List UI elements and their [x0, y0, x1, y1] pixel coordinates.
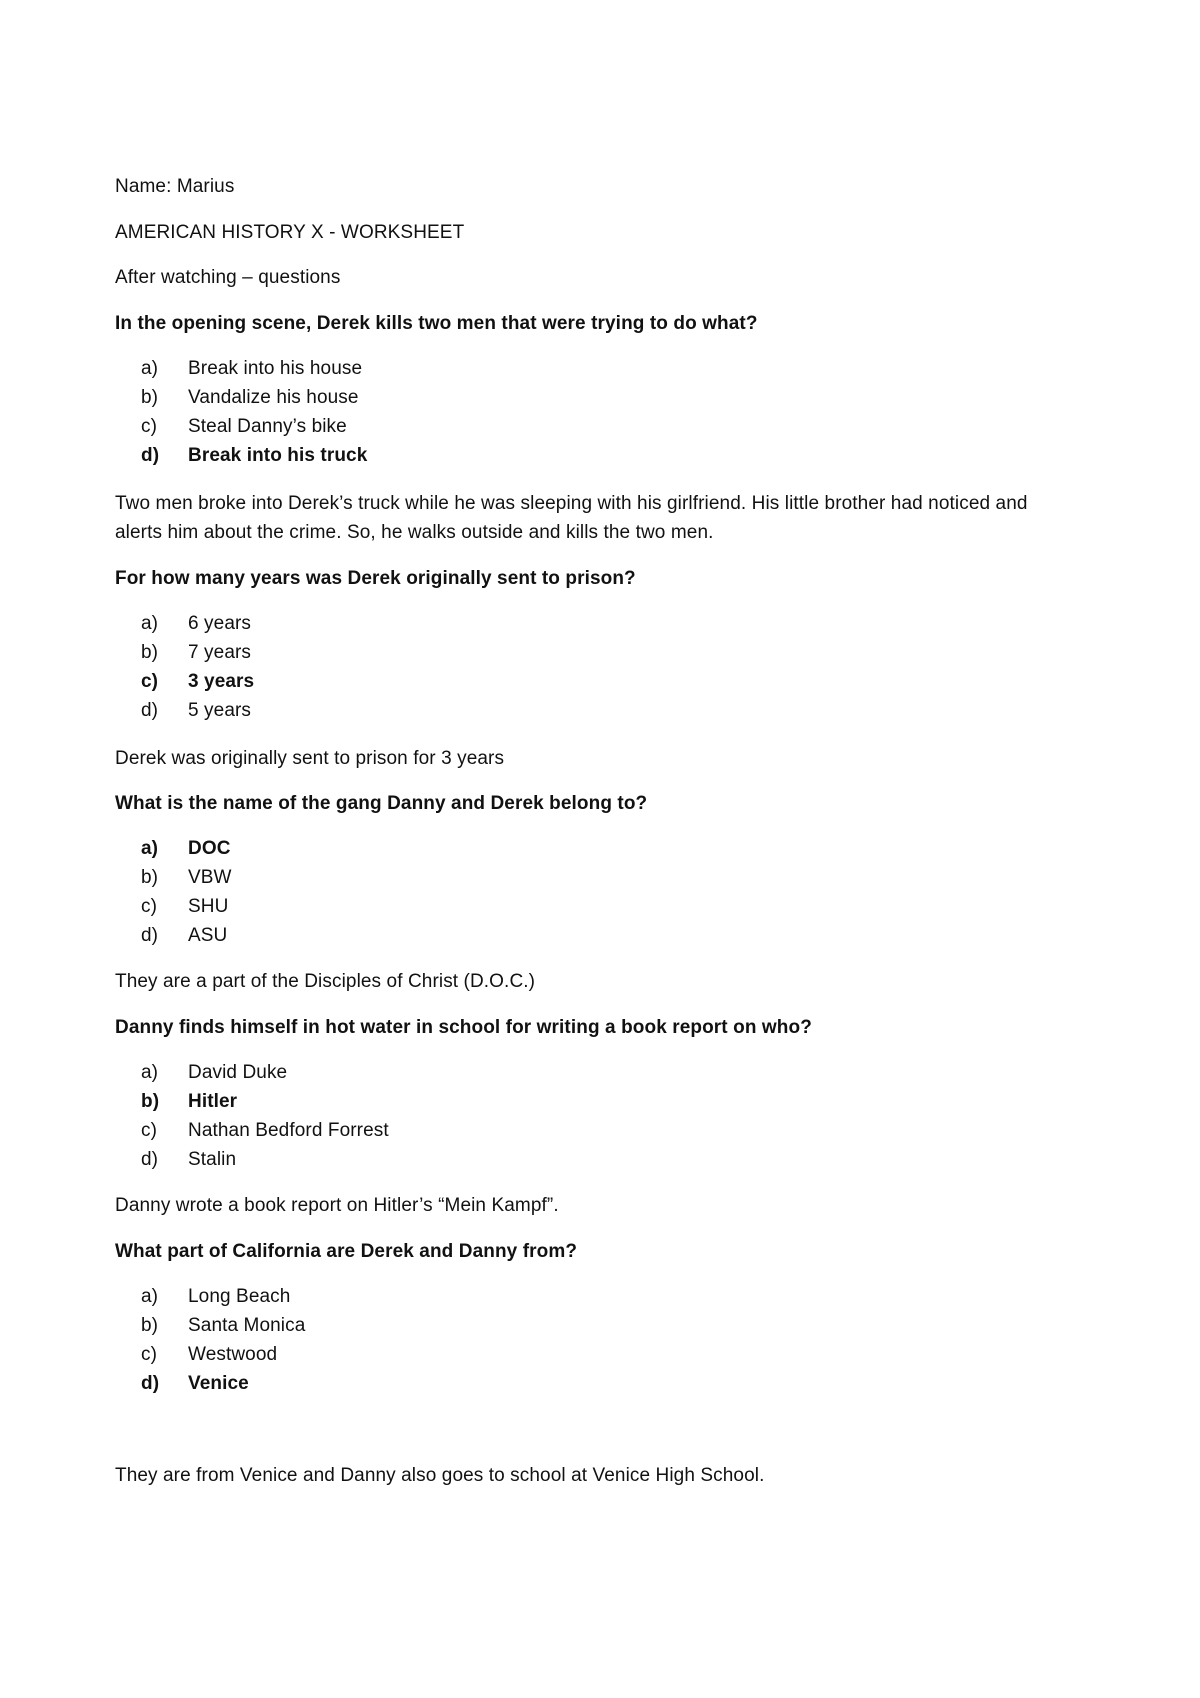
option-text: SHU — [188, 896, 229, 917]
option-letter: b) — [141, 1315, 159, 1336]
option-letter: c) — [141, 416, 158, 437]
option-letter: c) — [141, 1344, 158, 1365]
worksheet-title: AMERICAN HISTORY X - WORKSHEET — [115, 222, 465, 243]
q2-option-c — [141, 671, 254, 693]
q2-option-b — [141, 642, 251, 664]
option-letter: a) — [141, 1286, 159, 1307]
option-letter: b) — [141, 1091, 160, 1112]
option-text: Hitler — [188, 1091, 238, 1112]
q4-option-c — [141, 1120, 389, 1142]
option-letter: d) — [141, 445, 160, 466]
q3-option-c — [141, 896, 228, 918]
option-text: Long Beach — [188, 1286, 291, 1307]
option-text: VBW — [188, 867, 232, 888]
option-letter: c) — [141, 896, 158, 917]
option-letter: a) — [141, 613, 159, 634]
q5-option-a — [141, 1286, 290, 1308]
option-letter: a) — [141, 1062, 159, 1083]
q4-option-d — [141, 1149, 236, 1171]
q3-option-a — [141, 838, 231, 860]
option-letter: d) — [141, 1373, 160, 1394]
option-letter: a) — [141, 358, 159, 379]
option-text: Santa Monica — [188, 1315, 306, 1336]
q1-option-c — [141, 416, 347, 438]
option-text: Steal Danny’s bike — [188, 416, 347, 437]
option-letter: b) — [141, 387, 159, 408]
q3-option-d — [141, 925, 227, 947]
q4-option-a — [141, 1062, 287, 1084]
option-letter: c) — [141, 1120, 158, 1141]
option-letter: d) — [141, 925, 159, 946]
question-4: Danny finds himself in hot water in school for writing a book report on who? — [115, 1017, 812, 1038]
answer-3: They are a part of the Disciples of Christ (D.O.C.) — [115, 971, 536, 992]
q4-option-b — [141, 1091, 237, 1113]
option-text: Vandalize his house — [188, 387, 359, 408]
option-letter: d) — [141, 700, 159, 721]
q2-option-a — [141, 613, 251, 635]
question-5: What part of California are Derek and Danny from? — [115, 1241, 578, 1262]
option-text: Break into his house — [188, 358, 363, 379]
q1-option-b — [141, 387, 359, 409]
answer-4: Danny wrote a book report on Hitler’s “Mein Kampf”. — [115, 1195, 559, 1216]
option-text: Westwood — [188, 1344, 278, 1365]
q1-option-a — [141, 358, 362, 380]
q5-option-c — [141, 1344, 277, 1366]
worksheet-subtitle: After watching – questions — [115, 267, 341, 288]
option-letter: b) — [141, 642, 159, 663]
option-text: Break into his truck — [188, 445, 368, 466]
answer-1: Two men broke into Derek’s truck while he was sleeping with his girlfriend. His little brother had noticed and alerts him about the crime. So, he walks outside and kills the two men. — [115, 493, 1028, 543]
question-2: For how many years was Derek originally sent to prison? — [115, 568, 636, 589]
q3-option-b — [141, 867, 232, 889]
option-letter: b) — [141, 867, 159, 888]
option-text: DOC — [188, 838, 231, 859]
q5-option-b — [141, 1315, 305, 1337]
option-text: David Duke — [188, 1062, 288, 1083]
option-text: Venice — [188, 1373, 249, 1394]
option-letter: a) — [141, 838, 159, 859]
answer-2: Derek was originally sent to prison for 3 years — [115, 748, 505, 769]
option-text: ASU — [188, 925, 228, 946]
option-text: 6 years — [188, 613, 252, 634]
q5-option-d — [141, 1373, 249, 1395]
answer-5: They are from Venice and Danny also goes to school at Venice High School. — [115, 1465, 765, 1486]
option-text: 5 years — [188, 700, 252, 721]
option-text: 3 years — [188, 671, 255, 692]
question-1: In the opening scene, Derek kills two men that were trying to do what? — [115, 313, 758, 334]
student-name: Name: Marius — [115, 176, 235, 197]
q2-option-d — [141, 700, 251, 722]
question-3: What is the name of the gang Danny and Derek belong to? — [115, 793, 648, 814]
q1-option-d — [141, 445, 367, 467]
option-letter: d) — [141, 1149, 159, 1170]
option-text: 7 years — [188, 642, 252, 663]
option-letter: c) — [141, 671, 159, 692]
option-text: Stalin — [188, 1149, 237, 1170]
option-text: Nathan Bedford Forrest — [188, 1120, 389, 1141]
